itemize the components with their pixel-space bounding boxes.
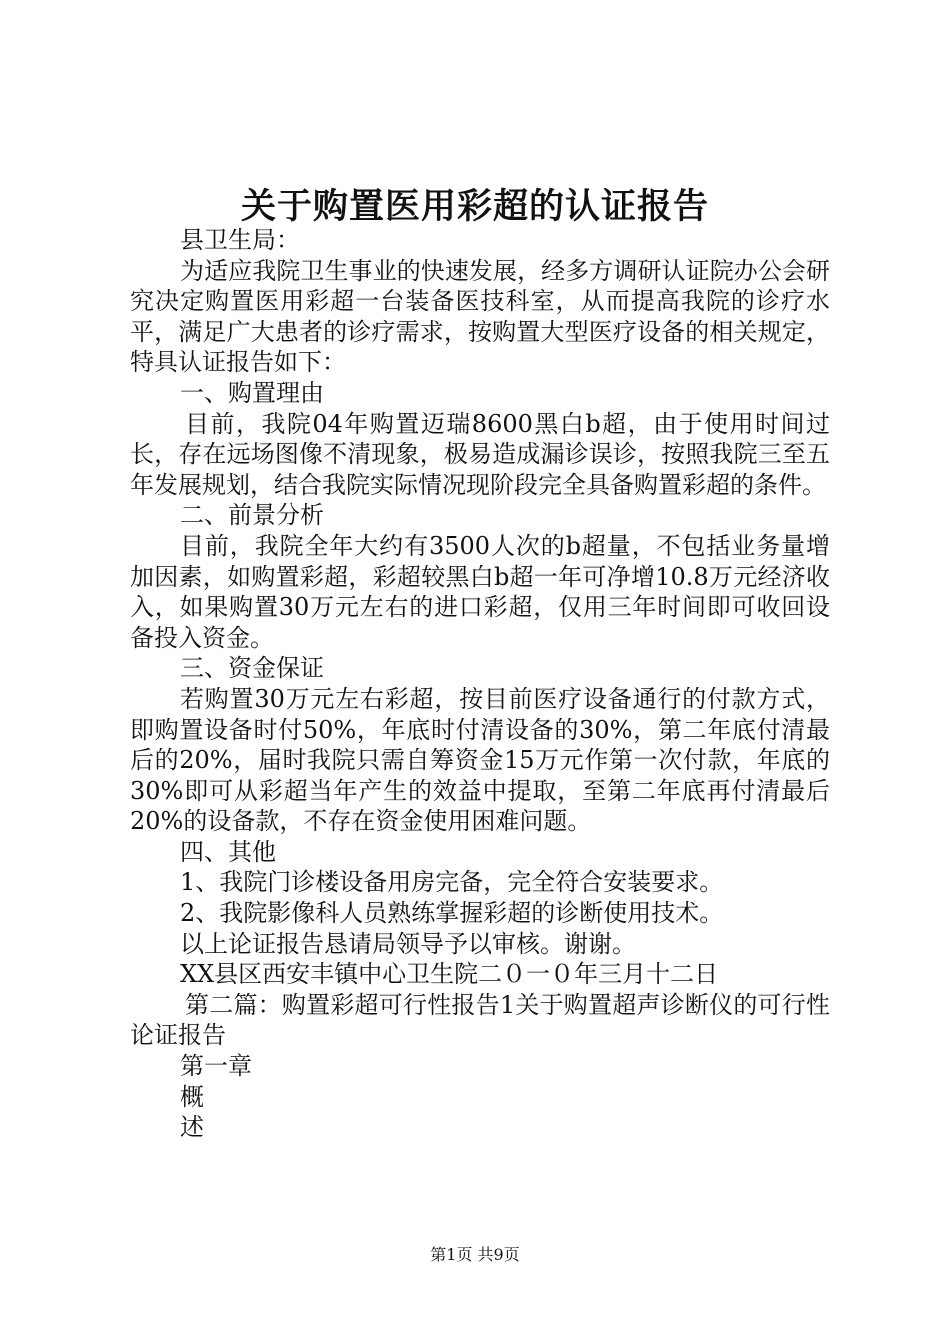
- second-article-heading: 第二篇：购置彩超可行性报告1关于购置超声诊断仪的可行性论证报告: [130, 990, 830, 1050]
- closing-line: 以上论证报告恳请局领导予以审核。谢谢。: [180, 929, 636, 958]
- list-item-2: 2、我院影像科人员熟练掌握彩超的诊断使用技术。: [180, 899, 724, 928]
- page-footer: 第1页 共9页: [430, 1245, 520, 1264]
- overview-char-2: 述: [180, 1113, 204, 1142]
- signature-date: XX县区西安丰镇中心卫生院二０一０年三月十二日: [180, 960, 719, 989]
- section-heading-4: 四、其他: [180, 837, 276, 866]
- overview-char-1: 概: [180, 1082, 204, 1111]
- section-heading-3: 三、资金保证: [180, 654, 324, 683]
- document-body: [130, 225, 830, 1143]
- section-1-paragraph: 目前，我院04年购置迈瑞8600黑白b超，由于使用时间过长，存在远场图像不清现象，极易造成漏诊误诊，按照我院三至五年发展规划，结合我院实际情况现阶段完全具备购置彩超的条件。: [130, 409, 830, 499]
- document-title: 关于购置医用彩超的认证报告: [240, 186, 709, 227]
- salutation: 县卫生局：: [180, 226, 300, 254]
- list-item-1: 1、我院门诊楼设备用房完备，完全符合安装要求。: [180, 868, 724, 897]
- section-heading-1: 一、购置理由: [180, 378, 324, 407]
- section-2-paragraph: 目前，我院全年大约有3500人次的b超量，不包括业务量增加因素，如购置彩超，彩超较黑白b超一年可净增10.8万元经济收入，如果购置30万元左右的进口彩超，仅用三年时间即可收回设备投入资金。: [130, 531, 830, 652]
- section-3-paragraph: 若购置30万元左右彩超，按目前医疗设备通行的付款方式，即购置设备时付50%，年底时付清设备的30%，第二年底付清最后的20%，届时我院只需自筹资金15万元作第一次付款，年底的30%即可从彩超当年产生的效益中提取，至第二年底再付清最后20%的设备款，不存在资金使用困难问题。: [130, 684, 830, 836]
- chapter-heading: 第一章: [180, 1052, 252, 1081]
- section-heading-2: 二、前景分析: [180, 501, 324, 530]
- intro-paragraph: 为适应我院卫生事业的快速发展，经多方调研认证院办公会研究决定购置医用彩超一台装备医技科室，从而提高我院的诊疗水平，满足广大患者的诊疗需求，按购置大型医疗设备的相关规定，特具认证报告如下：: [130, 256, 830, 377]
